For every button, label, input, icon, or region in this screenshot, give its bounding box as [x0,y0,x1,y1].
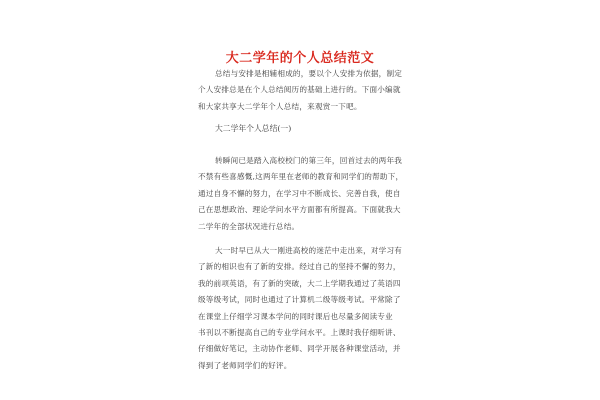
paragraph-line: 己在思想政治、理论学问水平方面都有所提高。下面就我大 [198,205,401,215]
paragraph-line: 我的前项英语，有了新的突破，大二上学期我通过了英语四 [198,278,401,288]
paragraph-line: 书刊以不断提高自己的专业学问水平。上课时我仔细听讲、 [198,328,401,338]
paragraph-line: 在课堂上仔细学习课本学问的同时课后也尽量多阅读专业 [198,311,393,321]
intro-line: 个人安排总是在个人总结阅历的基础上进行的。下面小编就 [198,85,401,95]
document-title: 大二学年的个人总结范文 [225,50,375,66]
paragraph-line: 通过自身不懈的努力，在学习中不断成长、完善自我，使自 [198,188,401,198]
body-paragraph-2 [198,243,420,374]
paragraph-line: 大一时早已从大一刚进高校的迷茫中走出来，对学习有 [215,246,403,255]
body-paragraph-1 [198,153,420,235]
paragraph-line: 转瞬间已是踏入高校校门的第三年，回首过去的两年我 [215,156,403,165]
intro-line: 总结与安排是相辅相成的，要以个人安排为依据，制定 [215,69,403,78]
section-heading: 大二学年个人总结(一) [215,124,292,133]
paragraph-line: 得到了老师同学们的好评。 [198,360,292,370]
paragraph-line: 不禁有些喜感慨,这两年里在老师的教育和同学们的帮助下， [198,172,404,182]
paragraph-line: 二学年的全部状况进行总结。 [198,221,300,231]
intro-line: 和大家共享大二学年个人总结，来观赏一下吧。 [198,101,362,111]
paragraph-line: 仔细做好笔记，主动协作老师、同学开展各种课堂活动，并 [198,344,401,354]
paragraph-line: 级等级考试，同时也通过了计算机二级等级考试。平常除了 [198,295,401,305]
intro-paragraph [198,66,420,115]
paragraph-line: 了新的相识也有了新的安排。经过自己的坚持不懈的努力， [198,262,401,272]
